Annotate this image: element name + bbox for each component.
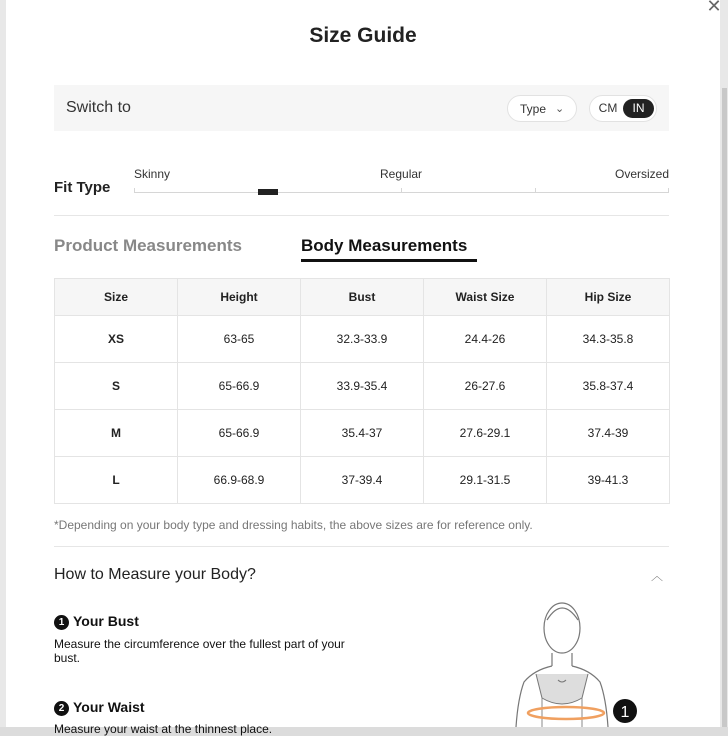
table-row	[55, 457, 670, 504]
tab-body-measurements[interactable]: Body Measurements	[301, 236, 468, 255]
table-row	[55, 410, 670, 457]
table-cell: 33.9-35.4	[301, 363, 424, 410]
step-bust-heading	[54, 613, 139, 630]
table-cell: 34.3-35.8	[547, 316, 670, 363]
chevron-down-icon: ⌄	[555, 103, 565, 115]
column-header: Size	[55, 279, 178, 316]
table-cell: 32.3-33.9	[301, 316, 424, 363]
size-cell: XS	[55, 316, 178, 363]
how-to-measure-title: How to Measure your Body?	[54, 566, 256, 583]
fit-label-skinny: Skinny	[134, 167, 171, 181]
tab-product-measurements[interactable]: Product Measurements	[54, 236, 242, 255]
active-tab-indicator	[301, 259, 477, 262]
close-icon[interactable]: ✕	[706, 0, 722, 16]
step-number-badge: 1	[54, 615, 69, 630]
step-bust-description: Measure the circumference over the fullest part of your bust.	[54, 637, 345, 665]
step-waist-heading	[54, 699, 145, 716]
modal-title: Size Guide	[309, 24, 417, 47]
step-waist-description: Measure your waist at the thinnest place.	[54, 722, 273, 736]
table-cell: 66.9-68.9	[178, 457, 301, 504]
table-cell: 35.4-37	[301, 410, 424, 457]
divider	[54, 215, 669, 216]
unit-toggle	[589, 95, 657, 122]
step-number-badge: 2	[54, 701, 69, 716]
table-cell: 65-66.9	[178, 410, 301, 457]
table-cell: 24.4-26	[424, 316, 547, 363]
type-dropdown[interactable]	[507, 95, 577, 122]
step-title: Your Bust	[73, 613, 139, 629]
fit-label-oversized: Oversized	[615, 167, 670, 181]
figure-badge-text: 1	[620, 704, 630, 721]
fit-tick	[668, 188, 669, 193]
fit-tick	[134, 188, 135, 193]
unit-cm-button[interactable]: CM	[598, 101, 618, 115]
type-dropdown-label: Type	[520, 102, 547, 116]
table-cell: 29.1-31.5	[424, 457, 547, 504]
switch-bar	[54, 85, 669, 131]
column-header: Waist Size	[424, 279, 547, 316]
table-header-row	[55, 279, 670, 316]
size-cell: L	[55, 457, 178, 504]
reference-note: *Depending on your body type and dressing habits, the above sizes are for reference only.	[54, 518, 533, 532]
table-cell: 37.4-39	[547, 410, 670, 457]
size-table	[54, 278, 670, 504]
fit-marker	[258, 189, 278, 195]
table-cell: 27.6-29.1	[424, 410, 547, 457]
fit-label-regular: Regular	[380, 167, 423, 181]
table-cell: 39-41.3	[547, 457, 670, 504]
table-cell: 37-39.4	[301, 457, 424, 504]
size-cell: S	[55, 363, 178, 410]
column-header: Hip Size	[547, 279, 670, 316]
how-to-measure-toggle[interactable]	[54, 547, 669, 601]
column-header: Height	[178, 279, 301, 316]
unit-in-button[interactable]: IN	[623, 99, 654, 118]
table-cell: 26-27.6	[424, 363, 547, 410]
fit-tick	[535, 188, 536, 193]
table-cell: 65-66.9	[178, 363, 301, 410]
scrollbar[interactable]	[722, 88, 727, 727]
table-row	[55, 316, 670, 363]
column-header: Bust	[301, 279, 424, 316]
switch-label: Switch to	[66, 99, 131, 116]
table-cell: 35.8-37.4	[547, 363, 670, 410]
size-guide-modal	[6, 0, 722, 736]
chevron-up-icon: ︿	[651, 569, 664, 583]
table-cell: 63-65	[178, 316, 301, 363]
table-row	[55, 363, 670, 410]
measure-line	[528, 707, 604, 719]
fit-tick	[401, 188, 402, 193]
body-figure-illustration	[506, 598, 646, 727]
step-title: Your Waist	[73, 699, 145, 715]
fit-type-title: Fit Type	[54, 179, 111, 196]
size-cell: M	[55, 410, 178, 457]
